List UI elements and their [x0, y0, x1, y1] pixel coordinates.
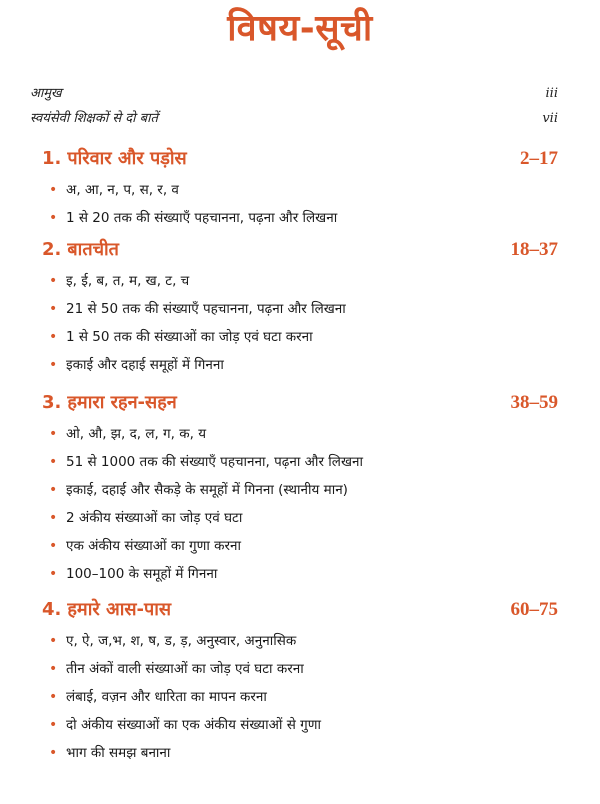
- front-matter-note: [30, 108, 558, 126]
- topic-text: दो अंकीय संख्याओं का एक अंकीय संख्याओं से गुणा: [66, 717, 321, 733]
- chapter-title: [42, 237, 119, 261]
- front-matter-page: vii: [542, 111, 558, 126]
- chapter-1: [42, 146, 558, 232]
- topic-text: 2 अंकीय संख्याओं का जोड़ एवं घटा: [66, 510, 243, 526]
- topic-text: इ, ई, ब, त, म, ख, ट, च: [66, 273, 190, 289]
- chapter-number: 1.: [42, 148, 62, 169]
- topic-text: 21 से 50 तक की संख्याएँ पहचानना, पढ़ना और लिखना: [66, 301, 346, 317]
- bullet-icon: •: [49, 357, 58, 373]
- list-item: [42, 711, 558, 739]
- topic-text: इकाई, दहाई और सैकड़े के समूहों में गिनना (स्थानीय मान): [66, 482, 348, 498]
- chapter-number: 2.: [42, 239, 62, 260]
- chapter-topics: [42, 176, 558, 232]
- topic-text: ओ, औ, झ, द, ल, ग, क, य: [66, 426, 207, 442]
- chapter-heading: [42, 390, 558, 420]
- list-item: [42, 176, 558, 204]
- bullet-icon: •: [49, 633, 58, 649]
- chapter-pages: 18–37: [510, 239, 558, 260]
- chapter-heading: [42, 597, 558, 627]
- list-item: [42, 448, 558, 476]
- bullet-icon: •: [49, 717, 58, 733]
- list-item: [42, 476, 558, 504]
- front-matter-preface: [30, 83, 558, 101]
- bullet-icon: •: [49, 482, 58, 498]
- chapter-heading: [42, 237, 558, 267]
- chapter-topics: [42, 627, 558, 767]
- list-item: [42, 655, 558, 683]
- bullet-icon: •: [49, 273, 58, 289]
- bullet-icon: •: [49, 566, 58, 582]
- bullet-icon: •: [49, 329, 58, 345]
- chapter-2: [42, 237, 558, 379]
- chapter-3: [42, 390, 558, 588]
- bullet-icon: •: [49, 210, 58, 226]
- list-item: [42, 504, 558, 532]
- chapter-pages: 60–75: [510, 599, 558, 620]
- chapter-topics: [42, 420, 558, 588]
- chapter-title: [42, 597, 171, 621]
- chapter-pages: 2–17: [520, 148, 558, 169]
- topic-text: लंबाई, वज़न और धारिता का मापन करना: [66, 689, 267, 705]
- chapter-topics: [42, 267, 558, 379]
- chapter-number: 3.: [42, 392, 62, 413]
- bullet-icon: •: [49, 689, 58, 705]
- chapter-name: हमारा रहन-सहन: [67, 392, 177, 413]
- front-matter-label: आमुख: [30, 86, 62, 101]
- bullet-icon: •: [49, 454, 58, 470]
- topic-text: तीन अंकों वाली संख्याओं का जोड़ एवं घटा करना: [66, 661, 304, 677]
- list-item: [42, 295, 558, 323]
- chapter-heading: [42, 146, 558, 176]
- bullet-icon: •: [49, 661, 58, 677]
- topic-text: इकाई और दहाई समूहों में गिनना: [66, 357, 224, 373]
- bullet-icon: •: [49, 538, 58, 554]
- list-item: [42, 532, 558, 560]
- bullet-icon: •: [49, 745, 58, 761]
- topic-text: 100–100 के समूहों में गिनना: [66, 566, 218, 582]
- topic-text: 51 से 1000 तक की संख्याएँ पहचानना, पढ़ना और लिखना: [66, 454, 363, 470]
- chapter-4: [42, 597, 558, 767]
- chapter-title: [42, 390, 177, 414]
- topic-text: एक अंकीय संख्याओं का गुणा करना: [66, 538, 242, 554]
- topic-text: ए, ऐ, ज,भ, श, ष, ड, ड़, अनुस्वार, अनुनासिक: [66, 633, 297, 649]
- topic-text: 1 से 20 तक की संख्याएँ पहचानना, पढ़ना और लिखना: [66, 210, 338, 226]
- bullet-icon: •: [49, 426, 58, 442]
- bullet-icon: •: [49, 510, 58, 526]
- topic-text: 1 से 50 तक की संख्याओं का जोड़ एवं घटा करना: [66, 329, 313, 345]
- chapter-title: [42, 146, 187, 170]
- front-matter-label: स्वयंसेवी शिक्षकों से दो बातें: [30, 111, 158, 126]
- chapter-name: हमारे आस-पास: [67, 599, 172, 620]
- list-item: [42, 420, 558, 448]
- bullet-icon: •: [49, 301, 58, 317]
- topic-text: भाग की समझ बनाना: [66, 745, 171, 761]
- chapter-pages: 38–59: [510, 392, 558, 413]
- list-item: [42, 627, 558, 655]
- chapter-name: परिवार और पड़ोस: [67, 148, 187, 169]
- page-title: विषय-सूची: [227, 8, 373, 49]
- list-item: [42, 323, 558, 351]
- chapter-name: बातचीत: [67, 239, 119, 260]
- list-item: [42, 204, 558, 232]
- list-item: [42, 267, 558, 295]
- front-matter-page: iii: [545, 86, 558, 101]
- topic-text: अ, आ, न, प, स, र, व: [66, 182, 179, 198]
- list-item: [42, 683, 558, 711]
- list-item: [42, 739, 558, 767]
- bullet-icon: •: [49, 182, 58, 198]
- list-item: [42, 560, 558, 588]
- list-item: [42, 351, 558, 379]
- chapter-number: 4.: [42, 599, 62, 620]
